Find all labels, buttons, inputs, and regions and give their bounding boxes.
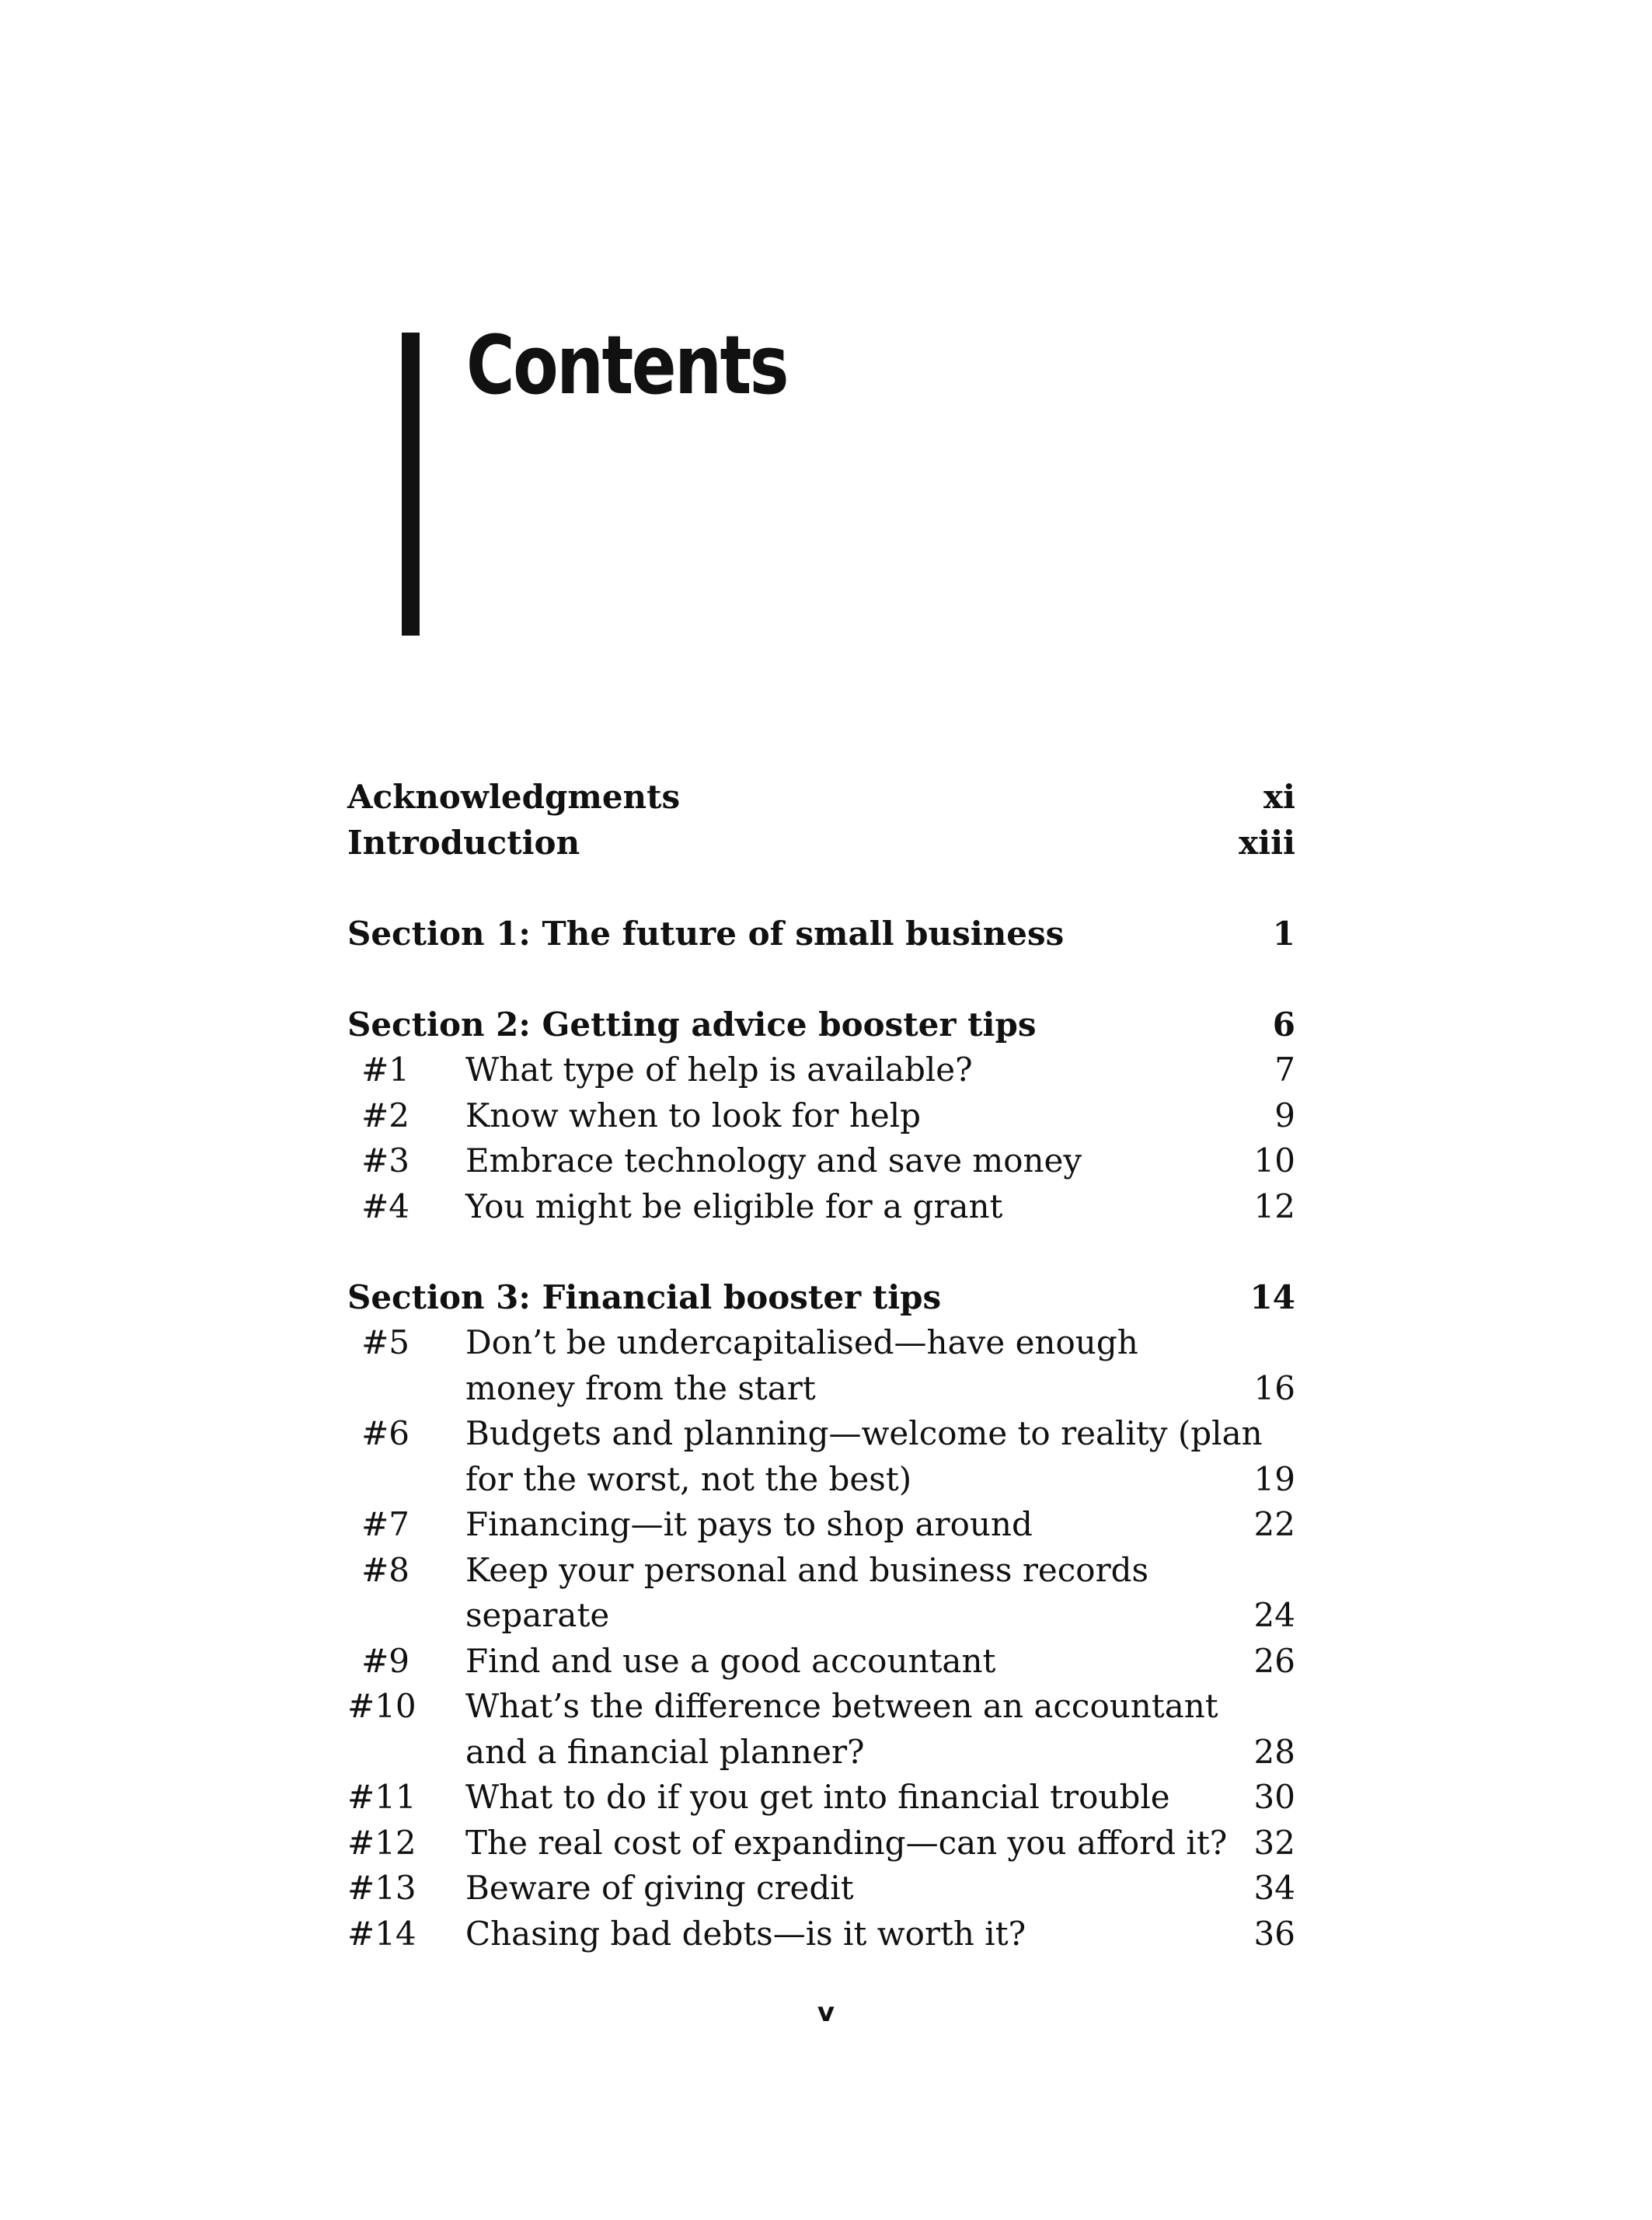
toc-entry[interactable] <box>347 1548 1295 1594</box>
toc-entry[interactable] <box>347 1047 1295 1093</box>
toc-spacer <box>347 866 1295 911</box>
toc-page-number: 30 <box>1253 1778 1295 1816</box>
toc-entry[interactable] <box>347 1502 1295 1548</box>
page-folio: v <box>817 1997 835 2028</box>
tip-number: #10 <box>347 1687 416 1725</box>
toc-page-number: 22 <box>1253 1505 1295 1543</box>
toc-entry-continuation[interactable] <box>347 1457 1295 1503</box>
toc-page-number: 28 <box>1253 1732 1295 1771</box>
tip-number: #11 <box>347 1778 416 1816</box>
toc-entry-title-line2: and a financial planner? <box>465 1732 865 1771</box>
toc-entry[interactable] <box>347 1912 1295 1957</box>
toc-entry-title: Find and use a good accountant <box>465 1641 996 1680</box>
toc-entry[interactable] <box>347 1866 1295 1912</box>
toc-entry-title: The real cost of expanding—can you afford it? <box>465 1823 1228 1862</box>
toc-page-number: 1 <box>1272 914 1295 953</box>
toc-entry-title-line1: Don’t be undercapitalised—have enough <box>465 1323 1138 1361</box>
toc-entry-title-line2: money from the start <box>465 1368 816 1407</box>
toc-entry[interactable] <box>347 1320 1295 1366</box>
toc-page-number: 34 <box>1253 1869 1295 1907</box>
toc-entry[interactable] <box>347 1684 1295 1730</box>
toc-entry[interactable] <box>347 1821 1295 1866</box>
toc-page-number: xiii <box>1239 823 1295 862</box>
tip-number: #8 <box>361 1550 410 1589</box>
section-title: Section 1: The future of small business <box>347 914 1065 953</box>
toc-entry[interactable] <box>347 1639 1295 1685</box>
toc-page-number: 7 <box>1274 1051 1295 1089</box>
toc-page-number: 26 <box>1253 1641 1295 1680</box>
toc-entry-title: What type of help is available? <box>465 1051 973 1089</box>
page-title: Contents <box>466 318 788 413</box>
toc-entry[interactable] <box>347 1093 1295 1139</box>
tip-number: #4 <box>361 1187 410 1225</box>
toc-row-introduction[interactable] <box>347 821 1295 866</box>
toc-page-number: 12 <box>1253 1187 1295 1225</box>
toc-entry-title-line2: separate <box>465 1596 610 1634</box>
toc-page-number: 36 <box>1253 1914 1295 1953</box>
tip-number: #3 <box>361 1141 410 1180</box>
toc-entry-continuation[interactable] <box>347 1593 1295 1639</box>
toc-spacer <box>347 957 1295 1002</box>
toc-page-number: 19 <box>1253 1459 1295 1498</box>
tip-number: #5 <box>361 1323 410 1361</box>
toc-page-number: 32 <box>1253 1823 1295 1862</box>
toc-entry-title: Financing—it pays to shop around <box>465 1505 1033 1543</box>
toc-page-number: 24 <box>1253 1596 1295 1634</box>
toc-page-number: 16 <box>1253 1368 1295 1407</box>
toc-entry-title-line1: Keep your personal and business records <box>465 1550 1149 1589</box>
toc-entry[interactable] <box>347 1138 1295 1184</box>
toc-page-number: 10 <box>1253 1141 1295 1180</box>
tip-number: #12 <box>347 1823 416 1862</box>
toc-entry[interactable] <box>347 1184 1295 1230</box>
toc-entry-title: Know when to look for help <box>465 1096 922 1134</box>
toc-entry-title-line1: What’s the difference between an accountant <box>465 1687 1218 1725</box>
title-accent-bar <box>402 333 420 636</box>
tip-number: #9 <box>361 1641 410 1680</box>
toc-entry-continuation[interactable] <box>347 1730 1295 1776</box>
toc-entry[interactable] <box>347 1775 1295 1821</box>
table-of-contents <box>347 775 1295 1957</box>
toc-entry-title: Chasing bad debts—is it worth it? <box>465 1914 1026 1953</box>
toc-entry[interactable] <box>347 1411 1295 1457</box>
toc-row-acknowledgments[interactable] <box>347 775 1295 821</box>
toc-section-heading[interactable] <box>347 1275 1295 1321</box>
toc-page-number: 9 <box>1274 1096 1295 1134</box>
toc-entry-title: What to do if you get into financial trouble <box>465 1778 1170 1816</box>
toc-page-number: 6 <box>1272 1005 1295 1044</box>
tip-number: #13 <box>347 1869 416 1907</box>
tip-number: #7 <box>361 1505 410 1543</box>
toc-entry-title: Beware of giving credit <box>465 1869 854 1907</box>
toc-entry-title: Acknowledgments <box>347 778 681 816</box>
toc-spacer <box>347 1229 1295 1275</box>
tip-number: #2 <box>361 1096 410 1134</box>
tip-number: #6 <box>361 1414 410 1452</box>
toc-page-number: 14 <box>1249 1277 1295 1316</box>
toc-entry-title-line1: Budgets and planning—welcome to reality (plan <box>465 1414 1263 1452</box>
toc-section-heading[interactable] <box>347 1002 1295 1048</box>
tip-number: #14 <box>347 1914 416 1953</box>
section-title: Section 2: Getting advice booster tips <box>347 1005 1037 1044</box>
toc-entry-continuation[interactable] <box>347 1366 1295 1412</box>
section-title: Section 3: Financial booster tips <box>347 1277 942 1316</box>
tip-number: #1 <box>361 1051 410 1089</box>
toc-page-number: xi <box>1263 778 1295 816</box>
toc-entry-title: Embrace technology and save money <box>465 1141 1082 1180</box>
toc-entry-title: You might be eligible for a grant <box>465 1187 1003 1225</box>
toc-entry-title-line2: for the worst, not the best) <box>465 1459 912 1498</box>
toc-section-heading[interactable] <box>347 911 1295 957</box>
toc-entry-title: Introduction <box>347 823 580 862</box>
